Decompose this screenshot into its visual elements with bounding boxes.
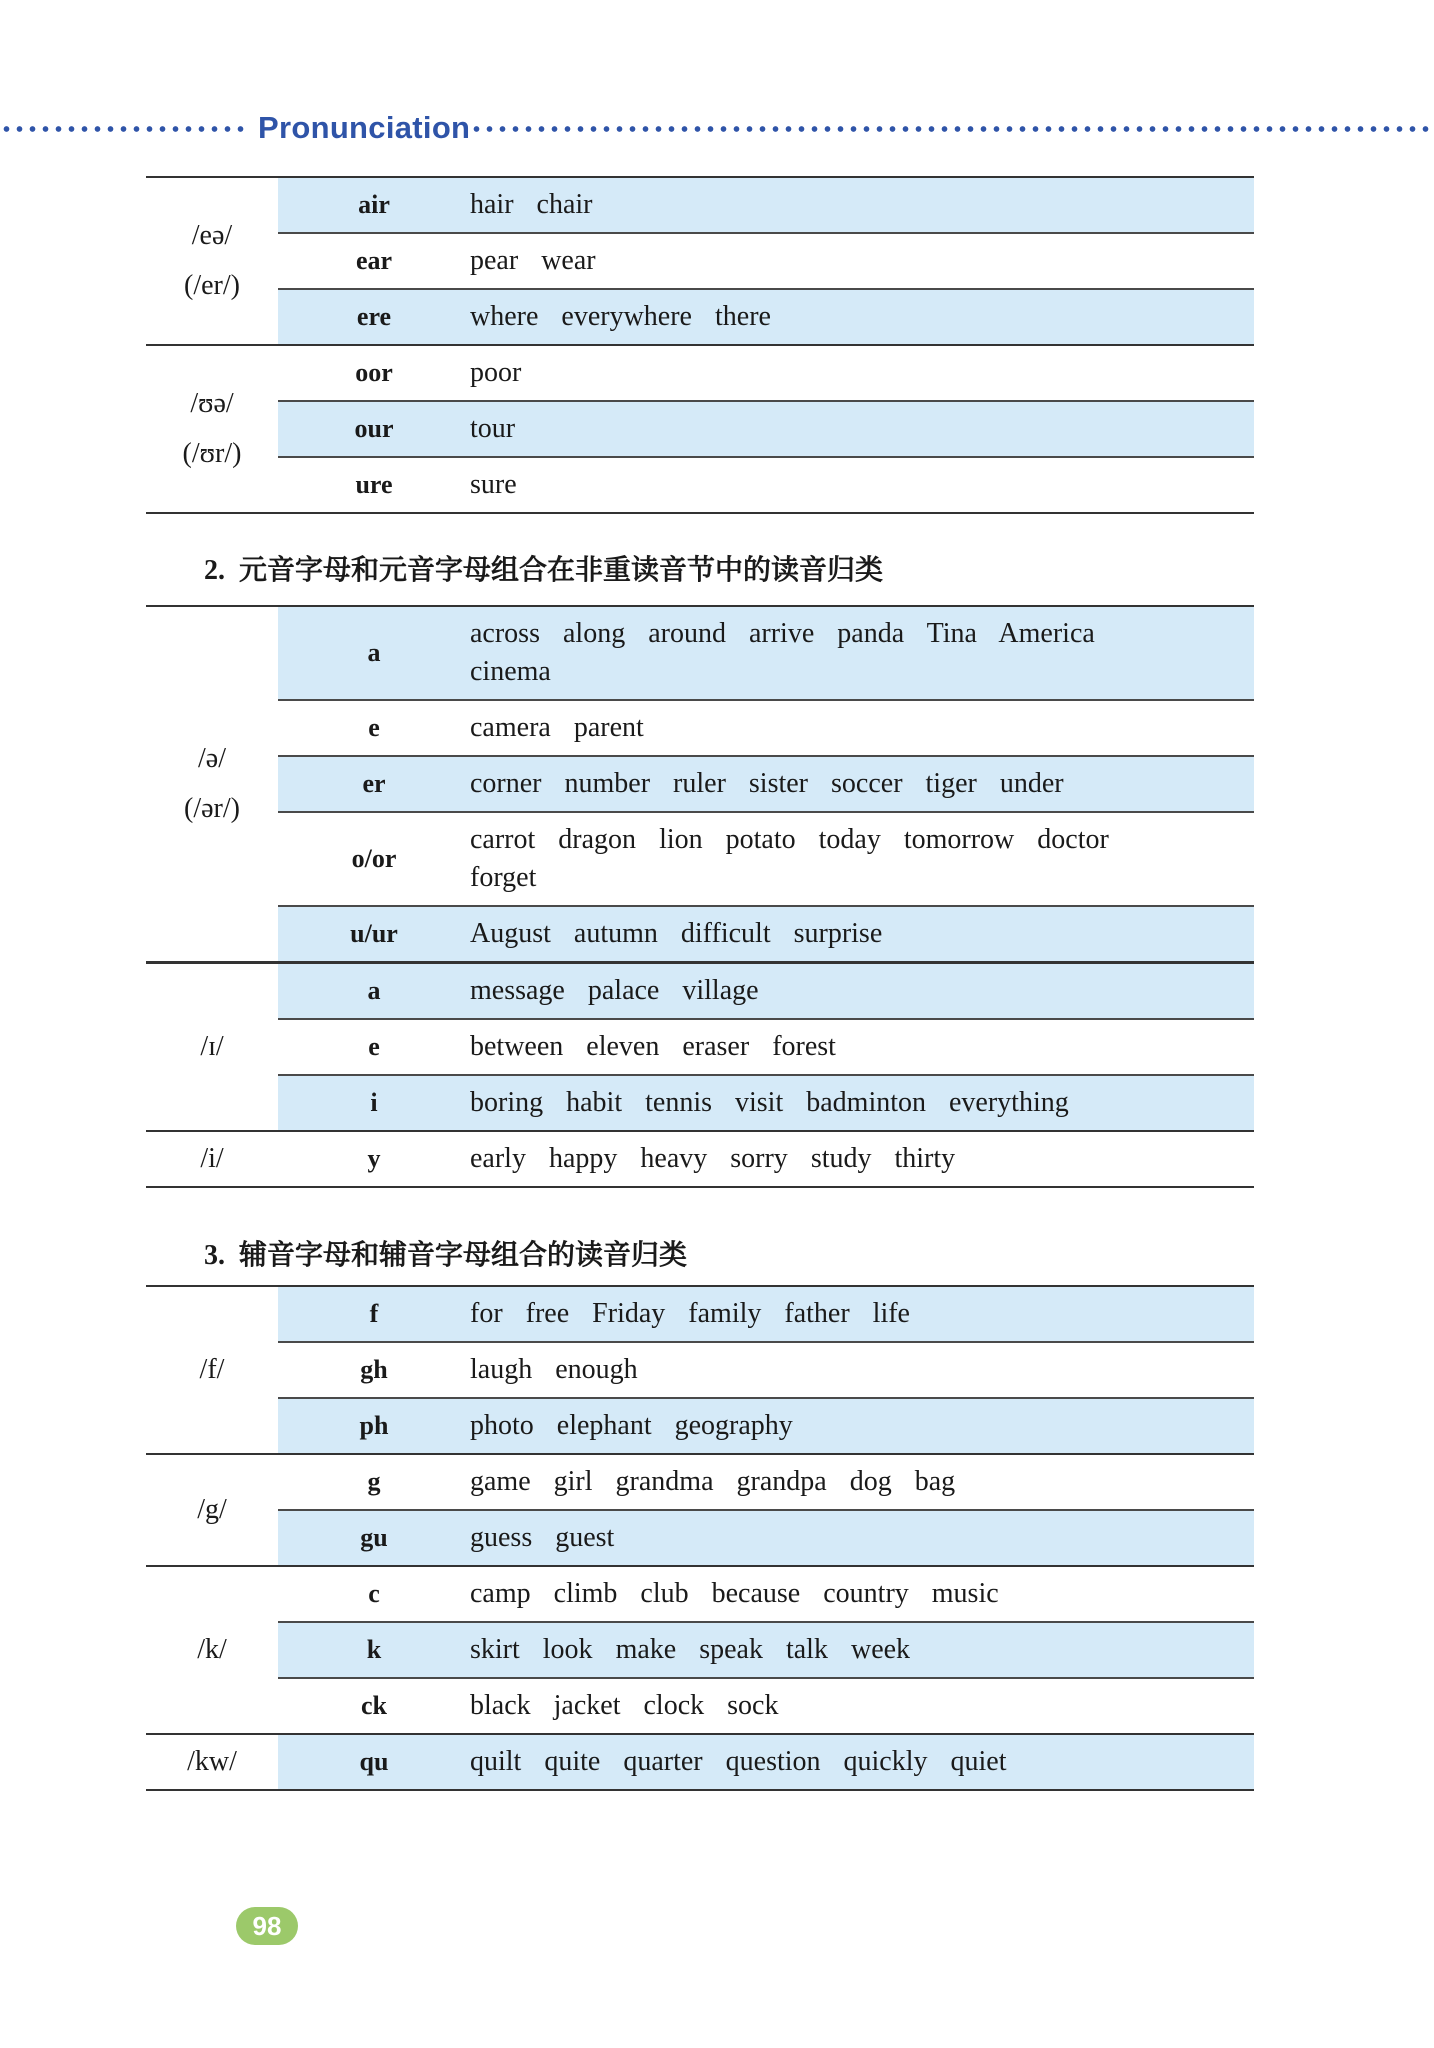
example-word: habit [566,1087,623,1118]
phonetic-line: (/er/) [184,270,240,301]
example-word: sister [748,768,809,799]
letter-combination: ck [361,1691,387,1720]
example-word: soccer [831,768,903,799]
example-word: for [470,1298,503,1329]
example-word: club [640,1578,689,1609]
section-3-heading [204,1233,687,1273]
letter-combination: o/or [351,844,397,873]
table-row [278,1735,1254,1789]
example-word: message [470,975,565,1006]
example-word: thirty [894,1143,956,1174]
example-word: everywhere [561,301,692,332]
example-word: family [688,1298,762,1329]
example-words [470,907,1254,961]
phonetic-line: /ɪ/ [200,1031,224,1062]
letter-combination: qu [359,1747,389,1776]
letter-combination: u/ur [350,919,398,948]
table-row [278,1132,1254,1186]
table-row [278,699,1254,755]
example-word: study [810,1143,872,1174]
example-word: look [542,1634,593,1665]
example-words [470,1623,1254,1677]
example-word: jacket [553,1690,621,1721]
example-word: father [784,1298,850,1329]
phoneme-group [146,1130,1254,1188]
letter-combination: i [370,1088,378,1117]
example-word: photo [470,1410,534,1441]
table-row [278,1621,1254,1677]
example-word: panda [837,618,905,649]
example-word: autumn [573,918,658,949]
phonetic-line: /i/ [200,1143,224,1174]
example-word: ruler [673,768,726,799]
example-word: cinema [470,656,551,687]
table-row [278,1018,1254,1074]
section-number: 2. [204,555,225,586]
table-row [278,1287,1254,1341]
letter-combination: ere [356,302,392,331]
example-word: wear [541,245,596,276]
example-word: across [470,618,540,649]
example-word: happy [548,1143,618,1174]
letter-combination: ph [359,1411,389,1440]
example-word: tour [470,413,516,444]
phoneme-group [146,176,1254,344]
phonetic-symbol [146,607,278,961]
example-word: everything [949,1087,1069,1118]
example-words [470,1511,1254,1565]
letter-combination: ure [355,470,393,499]
example-word: quarter [623,1746,703,1777]
example-word: corner [470,768,542,799]
example-word: dragon [558,824,637,855]
letter-combination: f [369,1299,379,1328]
example-word: village [682,975,759,1006]
example-words [470,1735,1254,1789]
table-row [278,1455,1254,1509]
section-title: 辅音字母和辅音字母组合的读音归类 [239,1240,688,1271]
table-row [278,1074,1254,1130]
dotted-rule-left [0,126,250,132]
example-word: parent [573,712,644,743]
example-word: guest [555,1522,615,1553]
phonetic-symbol [146,1132,278,1186]
phonetic-line: /eə/ [191,220,233,251]
example-word: under [999,768,1064,799]
phonetic-line: /f/ [199,1354,225,1385]
phonetic-symbol [146,1735,278,1789]
example-words [470,346,1254,400]
example-word: around [648,618,726,649]
table-row [278,1509,1254,1565]
example-word: sorry [730,1143,788,1174]
letter-combination: er [362,769,386,798]
example-word: guess [470,1522,533,1553]
example-words [470,1020,1254,1074]
letter-combination: y [367,1144,381,1173]
phonetic-symbol [146,1287,278,1453]
example-words [470,1455,1254,1509]
example-words [470,402,1254,456]
example-word: laugh [470,1354,533,1385]
letter-combination: our [354,414,394,443]
table-vowel-r-combinations [146,176,1254,514]
example-word: badminton [806,1087,926,1118]
example-word: along [562,618,626,649]
table-row [278,1567,1254,1621]
letter-combination: k [366,1635,382,1664]
table-row [278,178,1254,232]
phoneme-group [146,1733,1254,1791]
phoneme-group [146,962,1254,1130]
example-word: sure [470,469,517,500]
letter-combination: gu [360,1523,388,1552]
page-number-badge: 98 [236,1907,298,1945]
example-word: elephant [556,1410,652,1441]
header-title: Pronunciation [258,110,471,145]
example-word: quickly [843,1746,928,1777]
example-word: boring [470,1087,544,1118]
example-word: sock [727,1690,779,1721]
example-word: heavy [640,1143,708,1174]
table-row [278,400,1254,456]
table-row [278,232,1254,288]
letter-combination: g [367,1467,381,1496]
phonetic-symbol [146,1455,278,1565]
phonetic-line: /ʊə/ [190,388,234,419]
example-word: week [850,1634,911,1665]
phonetic-symbol [146,346,278,512]
phoneme-group [146,1453,1254,1565]
example-word: doctor [1037,824,1109,855]
example-word: forget [470,862,537,893]
example-words [470,1076,1254,1130]
example-word: there [715,301,771,332]
phonetic-line: /ə/ [198,743,226,774]
example-word: free [525,1298,570,1329]
example-words [470,234,1254,288]
example-word: tiger [925,768,977,799]
example-word: question [725,1746,821,1777]
phonetic-symbol [146,964,278,1130]
example-words [470,1399,1254,1453]
example-word: where [470,301,539,332]
example-words [470,290,1254,344]
letter-combination: air [358,190,390,219]
example-words [470,757,1254,811]
table-row [278,607,1254,699]
example-word: because [711,1578,801,1609]
phoneme-group [146,344,1254,514]
table-row [278,755,1254,811]
phoneme-group [146,1285,1254,1453]
section-number: 3. [204,1240,225,1271]
table-row [278,964,1254,1018]
example-word: America [998,618,1095,649]
example-word: climb [553,1578,618,1609]
example-word: country [823,1578,909,1609]
example-word: life [872,1298,910,1329]
example-word: chair [536,189,593,220]
example-word: pear [470,245,519,276]
example-word: eraser [682,1031,750,1062]
example-word: arrive [748,618,815,649]
table-row [278,288,1254,344]
phonetic-symbol [146,1567,278,1733]
example-word: poor [470,357,522,388]
example-word: make [615,1634,677,1665]
table-row [278,1677,1254,1733]
phonetic-line: /k/ [197,1634,227,1665]
letter-combination: oor [355,358,393,387]
table-row [278,905,1254,961]
example-word: bag [914,1466,956,1497]
example-word: quiet [950,1746,1007,1777]
example-word: Friday [592,1298,666,1329]
example-word: tomorrow [903,824,1015,855]
letter-combination: e [368,713,380,742]
example-word: grandpa [736,1466,827,1497]
phonetic-line: (/ʊr/) [182,438,242,469]
example-word: between [470,1031,564,1062]
letter-combination: c [368,1579,380,1608]
example-word: visit [735,1087,784,1118]
example-words [470,458,1254,512]
table-row [278,346,1254,400]
example-word: grandma [615,1466,714,1497]
dotted-rule-right [470,126,1434,132]
phonetic-line: /kw/ [187,1746,237,1777]
example-words [470,964,1254,1018]
example-word: palace [587,975,660,1006]
example-word: hair [470,189,514,220]
example-word: forest [772,1031,836,1062]
table-row [278,456,1254,512]
example-words [470,701,1254,755]
example-word: clock [643,1690,705,1721]
example-words [470,1679,1254,1733]
phoneme-group [146,605,1254,963]
example-word: enough [555,1354,638,1385]
example-word: difficult [680,918,771,949]
example-word: today [818,824,881,855]
phoneme-group [146,1565,1254,1733]
example-word: quite [544,1746,601,1777]
example-word: black [470,1690,531,1721]
letter-combination: a [367,638,381,667]
example-words [470,1287,1254,1341]
example-word: camera [470,712,551,743]
example-words [470,607,1254,699]
example-word: skirt [470,1634,520,1665]
table-short-i [146,962,1254,1188]
table-row [278,811,1254,905]
phonetic-line: (/ər/) [184,793,240,824]
letter-combination: ear [355,246,393,275]
table-consonants [146,1285,1254,1791]
example-word: early [470,1143,526,1174]
page-header [0,110,1434,146]
example-words [470,1567,1254,1621]
example-word: camp [470,1578,531,1609]
section-title: 元音字母和元音字母组合在非重读音节中的读音归类 [239,555,884,586]
example-words [470,178,1254,232]
example-word: lion [659,824,703,855]
example-word: potato [725,824,796,855]
example-word: speak [699,1634,763,1665]
example-word: Tina [926,618,977,649]
table-schwa [146,605,1254,963]
letter-combination: e [368,1032,380,1061]
example-words [470,1132,1254,1186]
example-words [470,813,1254,905]
example-word: girl [553,1466,593,1497]
letter-combination: a [367,976,381,1005]
example-word: music [931,1578,999,1609]
section-2-heading [204,548,883,588]
example-word: geography [674,1410,793,1441]
example-word: eleven [586,1031,660,1062]
example-word: carrot [470,824,536,855]
example-word: game [470,1466,531,1497]
example-word: tennis [645,1087,712,1118]
example-words [470,1343,1254,1397]
example-word: talk [785,1634,828,1665]
letter-combination: gh [360,1355,388,1384]
table-row [278,1341,1254,1397]
example-word: surprise [793,918,883,949]
example-word: dog [849,1466,892,1497]
example-word: quilt [470,1746,522,1777]
phonetic-line: /g/ [197,1494,227,1525]
table-row [278,1397,1254,1453]
example-word: August [470,918,551,949]
phonetic-symbol [146,178,278,344]
example-word: number [564,768,651,799]
